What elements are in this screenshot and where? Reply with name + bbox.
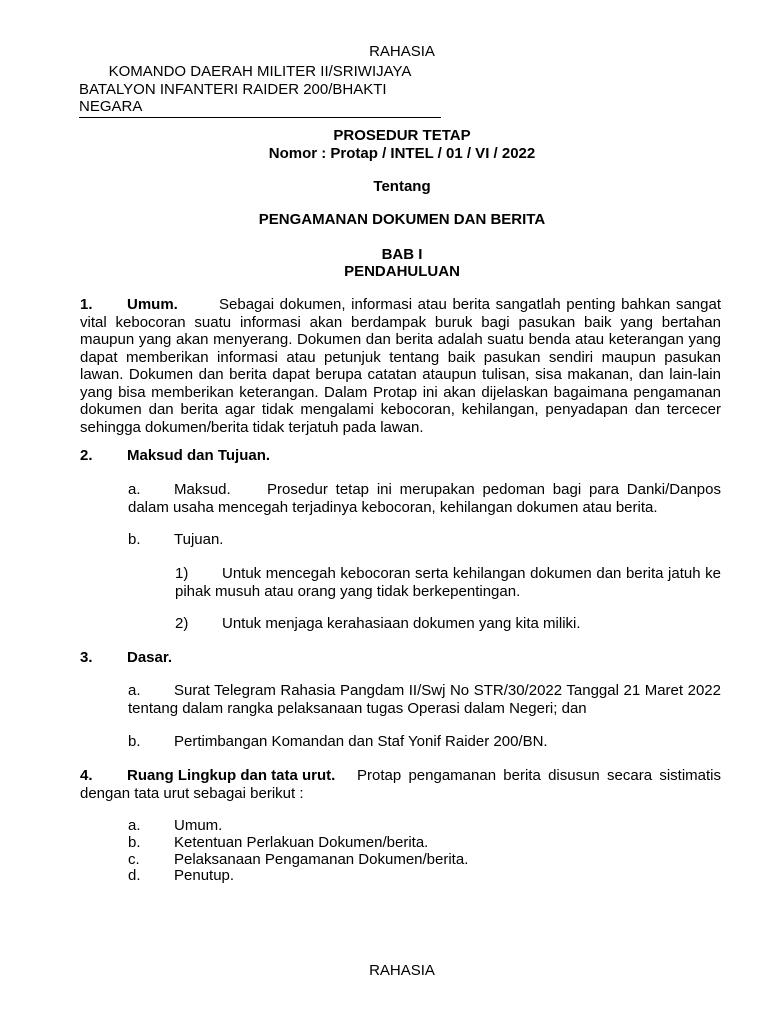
dasar-item-a [128, 682, 721, 717]
section-number: 2. [80, 447, 93, 464]
chapter-title: PENDAHULUAN [344, 263, 460, 280]
item-label: d. [128, 867, 141, 884]
item-text: Untuk mencegah kebocoran serta kehilangan dokumen dan berita jatuh ke pihak musuh atau orang yang tidak berkepentingan. [175, 565, 721, 600]
item-label: c. [128, 851, 140, 868]
list-item [128, 851, 721, 869]
dasar-item-b [128, 733, 721, 751]
document-title: PROSEDUR TETAP [333, 127, 471, 144]
document-subject: PENGAMANAN DOKUMEN DAN BERITA [258, 211, 546, 228]
tentang-label: Tentang [373, 178, 431, 195]
list-item [128, 834, 721, 852]
tujuan-point-1 [175, 565, 721, 600]
organization-header [79, 63, 441, 118]
item-label: b. [128, 733, 141, 750]
item-label: a. [128, 481, 141, 498]
item-text: Surat Telegram Rahasia Pangdam II/Swj No STR/30/2022 Tanggal 21 Maret 2022 tentang dalam rangka pelaksanaan tugas Operasi dalam Negeri; dan [128, 682, 721, 717]
section-number: 1. [80, 296, 93, 313]
item-label: a. [128, 682, 141, 699]
item-text: Prosedur tetap ini merupakan pedoman bagi para Danki/Danpos dalam usaha mencegah terjadinya kebocoran, kehilangan dokumen atau berita. [128, 481, 721, 516]
list-item [128, 817, 721, 835]
header-line-2: BATALYON INFANTERI RAIDER 200/BHAKTI NEGARA [79, 81, 441, 118]
item-text: Pelaksanaan Pengamanan Dokumen/berita. [174, 851, 469, 868]
section-number: 4. [80, 767, 93, 784]
subsection-tujuan [128, 531, 721, 549]
item-label: 2) [175, 615, 189, 632]
chapter-number: BAB I [381, 246, 423, 263]
section-dasar-heading [80, 649, 721, 667]
section-heading: Maksud dan Tujuan. [127, 447, 271, 464]
item-text: Untuk menjaga kerahasiaan dokumen yang kita miliki. [222, 615, 581, 632]
item-label: a. [128, 817, 141, 834]
section-number: 3. [80, 649, 93, 666]
tujuan-point-2 [175, 615, 721, 633]
document-number: Nomor : Protap / INTEL / 01 / VI / 2022 [268, 145, 536, 162]
section-umum [80, 296, 721, 436]
section-maksud-tujuan-heading [80, 447, 721, 465]
section-text: Sebagai dokumen, informasi atau berita sangatlah penting bahkan sangat vital kebocoran suatu informasi akan berdampak buruk bagi pasukan baik yang bertahan maupun yang akan menyerang. Dokumen dan berita adalah suatu benda atau keterangan yang dapat memberikan informasi atau petunjuk tentang baik pasukan sendiri maupun pasukan lawan. Dokumen dan berita dapat berupa catatan ataupun tulisan, sisa makanan, dan lain-lain yang bisa memberikan keterangan. Dalam Protap ini akan dijelaskan bagaimana pengamanan dokumen dan berita agar tidak mengalami kebocoran, kehilangan, penyadapan dan tercecer sehingga dokumen/berita tidak terjatuh pada lawan. [80, 296, 721, 436]
list-item [128, 867, 721, 885]
section-text: Protap pengamanan berita disusun secara sistimatis dengan tata urut sebagai berikut : [80, 767, 721, 802]
item-text: Umum. [174, 817, 223, 834]
item-text: Pertimbangan Komandan dan Staf Yonif Raider 200/BN. [174, 733, 548, 750]
section-heading: Umum. [127, 296, 178, 313]
classification-top: RAHASIA [369, 43, 435, 60]
section-heading: Ruang Lingkup dan tata urut. [127, 767, 336, 784]
item-label: b. [128, 834, 141, 851]
classification-bottom: RAHASIA [369, 962, 435, 979]
item-label: b. [128, 531, 141, 548]
item-text: Penutup. [174, 867, 235, 884]
item-title: Tujuan. [174, 531, 224, 548]
item-title: Maksud. [174, 481, 231, 498]
item-label: 1) [175, 565, 189, 582]
section-ruang-lingkup [80, 767, 721, 802]
subsection-maksud [128, 481, 721, 516]
section-heading: Dasar. [127, 649, 173, 666]
header-line-1: KOMANDO DAERAH MILITER II/SRIWIJAYA [108, 63, 412, 80]
item-text: Ketentuan Perlakuan Dokumen/berita. [174, 834, 429, 851]
